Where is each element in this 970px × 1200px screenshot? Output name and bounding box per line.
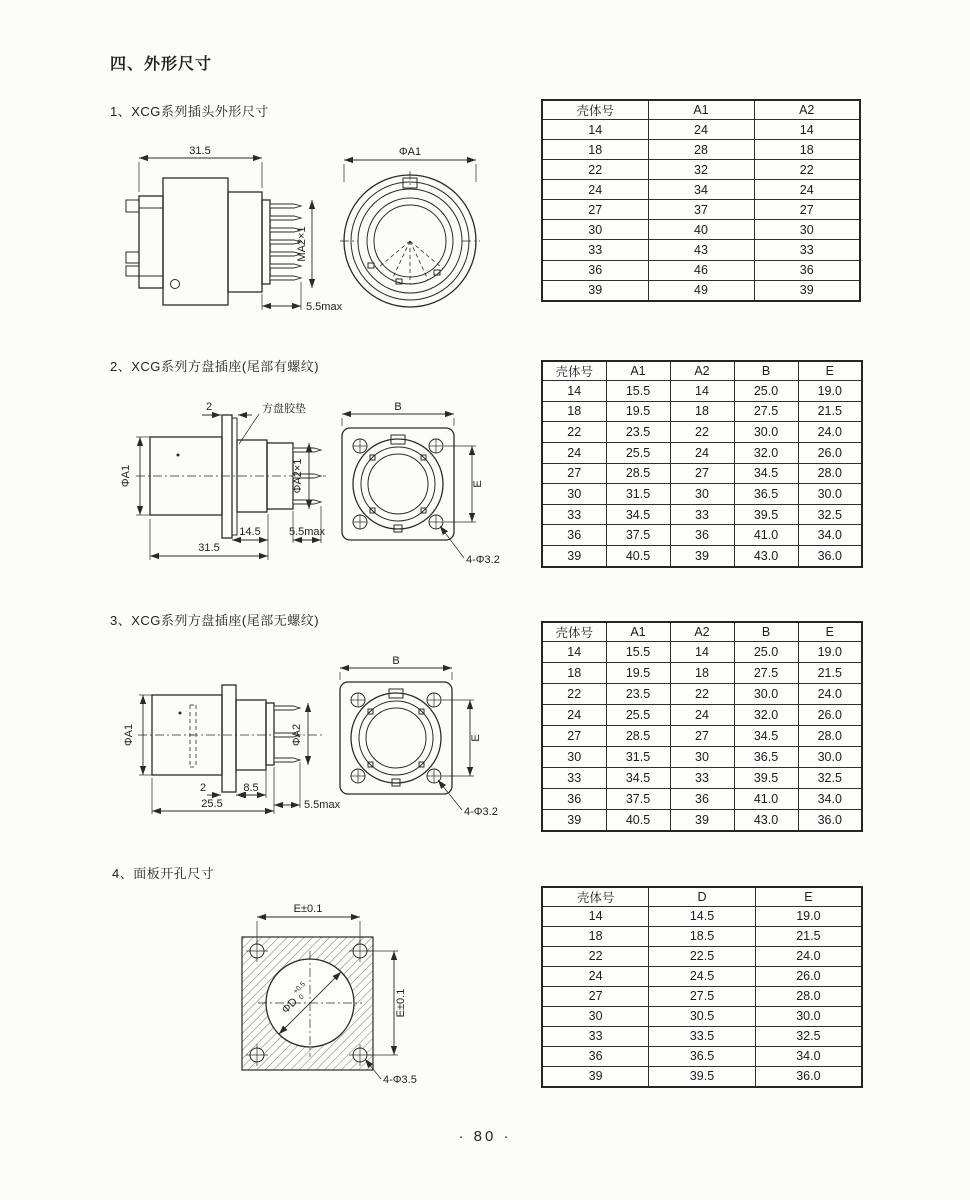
table-cell: 43.0: [734, 809, 798, 831]
receptacle-front-view: [342, 401, 500, 566]
receptacle-threaded-drawing: [112, 398, 532, 583]
hole-spacing-right-label: E±0.1: [395, 988, 407, 1018]
flange-width-b-label: B: [394, 401, 402, 413]
table-cell: 33: [670, 767, 734, 788]
table-cell: 24.0: [798, 683, 862, 704]
table-cell: 18.5: [649, 926, 756, 946]
table-header-row: [542, 887, 862, 907]
column-header: A2: [754, 100, 860, 120]
plug-dimensions-table: [541, 99, 861, 302]
table-cell: 34.5: [734, 725, 798, 746]
table-cell: 22: [670, 422, 734, 443]
table-cell: 36: [754, 260, 860, 280]
column-header: A1: [606, 361, 670, 381]
table-cell: 40: [648, 220, 754, 240]
table-cell: 39.5: [734, 504, 798, 525]
dia-a1-label: ΦA1: [123, 723, 135, 747]
table-cell: 24: [542, 966, 649, 986]
table-row: [542, 140, 860, 160]
table-cell: 25.5: [606, 442, 670, 463]
table-cell: 18: [542, 926, 649, 946]
table-row: [542, 907, 862, 927]
table-row: [542, 525, 862, 546]
column-header: E: [755, 887, 862, 907]
table-cell: 22: [542, 683, 606, 704]
dia-a2-label: ΦA2: [291, 723, 303, 747]
table-cell: 33: [542, 240, 648, 260]
table-row: [542, 809, 862, 831]
table-cell: 27.5: [734, 662, 798, 683]
table-cell: 32.5: [798, 767, 862, 788]
table-cell: 27.5: [734, 401, 798, 422]
table-cell: 28.0: [798, 725, 862, 746]
dim-total-length-label: 31.5: [189, 145, 211, 157]
table-cell: 34.0: [798, 788, 862, 809]
table-cell: 26.0: [798, 442, 862, 463]
panel-cutout-dimensions-table: [541, 886, 863, 1088]
table-cell: 33: [542, 504, 606, 525]
table-cell: 27: [542, 463, 606, 484]
table-cell: 37.5: [606, 788, 670, 809]
table-cell: 14: [542, 381, 606, 402]
section-4-heading: 4、面板开孔尺寸: [112, 866, 215, 881]
table-cell: 36.5: [734, 746, 798, 767]
table-row: [542, 546, 862, 567]
table-cell: 41.0: [734, 788, 798, 809]
table-row: [542, 767, 862, 788]
table-cell: 37: [648, 200, 754, 220]
table-cell: 18: [754, 140, 860, 160]
column-header: A2: [670, 361, 734, 381]
column-header: E: [798, 361, 862, 381]
table-cell: 36.5: [649, 1046, 756, 1066]
page-title: 四、外形尺寸: [110, 56, 213, 73]
table-row: [542, 986, 862, 1006]
table-cell: 39: [542, 546, 606, 567]
table-row: [542, 683, 862, 704]
table-cell: 30.0: [734, 683, 798, 704]
table-cell: 22.5: [649, 946, 756, 966]
table-row: [542, 484, 862, 505]
table-cell: 22: [542, 160, 648, 180]
table-cell: 36.0: [755, 1066, 862, 1087]
table-cell: 32.5: [798, 504, 862, 525]
flange-width-b-label: B: [392, 655, 400, 667]
table-cell: 27: [670, 725, 734, 746]
table-cell: 27: [542, 200, 648, 220]
tolerance-upper-label: +0.5: [292, 980, 308, 996]
panel-cutout-drawing: [182, 898, 492, 1108]
table-cell: 34.5: [734, 463, 798, 484]
plug-side-view: [126, 145, 343, 313]
hole-spacing-top-label: E±0.1: [293, 903, 323, 915]
table-cell: 24: [754, 180, 860, 200]
table-cell: 27: [754, 200, 860, 220]
table-cell: 14: [542, 642, 606, 663]
table-cell: 36: [542, 260, 648, 280]
table-cell: 23.5: [606, 422, 670, 443]
table-row: [542, 704, 862, 725]
table-cell: 34.0: [755, 1046, 862, 1066]
table-cell: 18: [670, 401, 734, 422]
table-cell: 22: [670, 683, 734, 704]
table-row: [542, 401, 862, 422]
table-cell: 32: [648, 160, 754, 180]
table-row: [542, 1006, 862, 1026]
cutout-diameter-label: ΦD: [279, 995, 300, 1017]
table-cell: 24: [542, 704, 606, 725]
table-cell: 24.0: [755, 946, 862, 966]
table-cell: 24: [542, 180, 648, 200]
table-row: [542, 220, 860, 240]
mounting-holes-label: 4-Φ3.5: [383, 1074, 417, 1086]
receptacle-front-view: [340, 655, 498, 818]
table-cell: 39.5: [649, 1066, 756, 1087]
table-cell: 28.0: [755, 986, 862, 1006]
section-2-heading: 2、XCG系列方盘插座(尾部有螺纹): [110, 359, 320, 374]
table-cell: 30: [670, 746, 734, 767]
table-cell: 24: [648, 120, 754, 140]
table-cell: 14: [542, 120, 648, 140]
receptacle-plain-drawing: [112, 648, 532, 843]
table-cell: 30: [542, 746, 606, 767]
table-cell: 24: [670, 442, 734, 463]
table-cell: 24.5: [649, 966, 756, 986]
table-row: [542, 442, 862, 463]
column-header: A1: [606, 622, 670, 642]
table-cell: 14: [542, 907, 649, 927]
table-cell: 26.0: [755, 966, 862, 986]
table-header-row: [542, 100, 860, 120]
table-cell: 33: [754, 240, 860, 260]
table-header-row: [542, 622, 862, 642]
table-cell: 33: [542, 767, 606, 788]
receptacle-threaded-dimensions-table: [541, 360, 863, 568]
table-cell: 19.0: [798, 381, 862, 402]
table-cell: 15.5: [606, 642, 670, 663]
table-row: [542, 725, 862, 746]
table-cell: 31.5: [606, 746, 670, 767]
table-cell: 19.5: [606, 662, 670, 683]
table-cell: 43: [648, 240, 754, 260]
table-cell: 26.0: [798, 704, 862, 725]
table-row: [542, 504, 862, 525]
table-cell: 14: [670, 381, 734, 402]
column-header: 壳体号: [542, 100, 648, 120]
table-cell: 18: [670, 662, 734, 683]
table-cell: 24: [670, 704, 734, 725]
dim-pin-length-label: 5.5max: [306, 301, 343, 313]
table-cell: 36: [670, 525, 734, 546]
table-row: [542, 1066, 862, 1087]
table-cell: 43.0: [734, 546, 798, 567]
panel-cutout-view: [242, 903, 417, 1086]
table-cell: 28: [648, 140, 754, 160]
table-cell: 36: [670, 788, 734, 809]
column-header: B: [734, 622, 798, 642]
column-header: B: [734, 361, 798, 381]
gasket-label: 方盘胶垫: [262, 403, 306, 415]
table-cell: 18: [542, 401, 606, 422]
table-row: [542, 788, 862, 809]
table-cell: 28.5: [606, 725, 670, 746]
table-cell: 39: [542, 1066, 649, 1087]
table-cell: 27.5: [649, 986, 756, 1006]
dim-front-length-label: 14.5: [239, 526, 261, 538]
table-cell: 34: [648, 180, 754, 200]
table-cell: 39: [542, 809, 606, 831]
table-cell: 30: [754, 220, 860, 240]
section-3-heading: 3、XCG系列方盘插座(尾部无螺纹): [110, 613, 320, 628]
table-row: [542, 200, 860, 220]
table-row: [542, 662, 862, 683]
flange-height-e-label: E: [472, 480, 484, 488]
table-cell: 19.0: [798, 642, 862, 663]
table-cell: 21.5: [798, 662, 862, 683]
table-row: [542, 422, 862, 443]
table-row: [542, 240, 860, 260]
table-cell: 30: [542, 220, 648, 240]
table-cell: 39: [754, 280, 860, 301]
table-cell: 25.0: [734, 381, 798, 402]
table-cell: 28.0: [798, 463, 862, 484]
table-cell: 22: [754, 160, 860, 180]
table-cell: 39: [542, 280, 648, 301]
table-cell: 27: [542, 725, 606, 746]
table-row: [542, 926, 862, 946]
dia-a2-label: ΦA2×1: [292, 458, 304, 494]
receptacle-side-view: [123, 685, 341, 814]
column-header: A2: [670, 622, 734, 642]
mounting-holes-label: 4-Φ3.2: [466, 554, 500, 566]
flange-height-e-label: E: [470, 734, 482, 742]
table-cell: 22: [542, 422, 606, 443]
mounting-holes-label: 4-Φ3.2: [464, 806, 498, 818]
table-cell: 23.5: [606, 683, 670, 704]
table-cell: 34.5: [606, 504, 670, 525]
table-cell: 19.5: [606, 401, 670, 422]
table-cell: 22: [542, 946, 649, 966]
column-header: 壳体号: [542, 887, 649, 907]
table-cell: 15.5: [606, 381, 670, 402]
table-cell: 36: [542, 525, 606, 546]
table-cell: 33: [542, 1026, 649, 1046]
page-number: · 80 ·: [458, 1128, 512, 1145]
table-row: [542, 642, 862, 663]
table-cell: 30: [670, 484, 734, 505]
table-cell: 30: [542, 1006, 649, 1026]
table-cell: 31.5: [606, 484, 670, 505]
table-cell: 39: [670, 809, 734, 831]
table-row: [542, 381, 862, 402]
table-cell: 32.0: [734, 442, 798, 463]
table-cell: 18: [542, 662, 606, 683]
dim-pin-length-label: 5.5max: [304, 799, 341, 811]
table-row: [542, 260, 860, 280]
table-cell: 30.5: [649, 1006, 756, 1026]
table-cell: 33: [670, 504, 734, 525]
table-cell: 21.5: [798, 401, 862, 422]
table-cell: 40.5: [606, 809, 670, 831]
table-cell: 21.5: [755, 926, 862, 946]
table-cell: 14: [754, 120, 860, 140]
table-cell: 36.5: [734, 484, 798, 505]
tolerance-lower-label: 0: [298, 993, 306, 1002]
dia-a1-label: ΦA1: [398, 146, 422, 158]
table-cell: 36.0: [798, 809, 862, 831]
table-cell: 36: [542, 788, 606, 809]
table-cell: 24.0: [798, 422, 862, 443]
table-header-row: [542, 361, 862, 381]
table-row: [542, 463, 862, 484]
table-cell: 27: [542, 986, 649, 1006]
table-cell: 49: [648, 280, 754, 301]
table-cell: 40.5: [606, 546, 670, 567]
table-cell: 30.0: [798, 484, 862, 505]
table-cell: 30.0: [798, 746, 862, 767]
table-row: [542, 966, 862, 986]
table-row: [542, 280, 860, 301]
table-cell: 14: [670, 642, 734, 663]
table-row: [542, 946, 862, 966]
dim-total-length-label: 25.5: [201, 798, 223, 810]
dia-a1-label: ΦA1: [120, 464, 132, 488]
table-cell: 39: [670, 546, 734, 567]
table-cell: 25.5: [606, 704, 670, 725]
table-cell: 34.0: [798, 525, 862, 546]
table-cell: 24: [542, 442, 606, 463]
column-header: D: [649, 887, 756, 907]
table-cell: 46: [648, 260, 754, 280]
table-cell: 18: [542, 140, 648, 160]
table-cell: 37.5: [606, 525, 670, 546]
column-header: 壳体号: [542, 361, 606, 381]
section-1-heading: 1、XCG系列插头外形尺寸: [110, 104, 269, 119]
receptacle-side-view: [120, 401, 326, 560]
table-cell: 14.5: [649, 907, 756, 927]
table-cell: 30.0: [755, 1006, 862, 1026]
flange-thickness-label: 2: [199, 782, 207, 794]
table-cell: 36: [542, 1046, 649, 1066]
gasket-thickness-label: 2: [205, 401, 213, 413]
column-header: 壳体号: [542, 622, 606, 642]
plug-outline-drawing: [112, 138, 512, 328]
table-cell: 27: [670, 463, 734, 484]
table-cell: 34.5: [606, 767, 670, 788]
thread-spec-label: MA2×1: [296, 226, 308, 262]
table-row: [542, 1046, 862, 1066]
table-cell: 30: [542, 484, 606, 505]
dim-pin-length-label: 5.5max: [288, 526, 326, 538]
table-cell: 41.0: [734, 525, 798, 546]
table-row: [542, 746, 862, 767]
table-cell: 19.0: [755, 907, 862, 927]
table-cell: 39.5: [734, 767, 798, 788]
dim-total-length-label: 31.5: [198, 542, 220, 554]
table-cell: 30.0: [734, 422, 798, 443]
table-cell: 25.0: [734, 642, 798, 663]
column-header: A1: [648, 100, 754, 120]
table-cell: 36.0: [798, 546, 862, 567]
column-header: E: [798, 622, 862, 642]
dim-front-length-label: 8.5: [243, 782, 259, 794]
table-row: [542, 120, 860, 140]
table-row: [542, 1026, 862, 1046]
table-cell: 33.5: [649, 1026, 756, 1046]
table-cell: 28.5: [606, 463, 670, 484]
table-cell: 32.5: [755, 1026, 862, 1046]
table-row: [542, 160, 860, 180]
table-row: [542, 180, 860, 200]
plug-front-view: [340, 146, 480, 307]
receptacle-plain-dimensions-table: [541, 621, 863, 832]
table-cell: 32.0: [734, 704, 798, 725]
